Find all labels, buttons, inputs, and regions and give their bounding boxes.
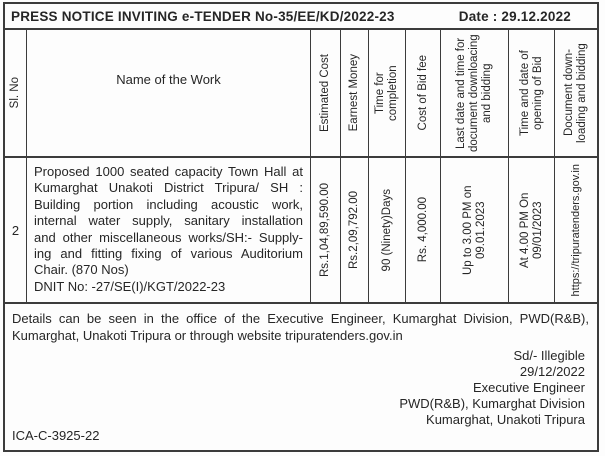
signature-block [12, 348, 589, 428]
ica-code: ICA-C-3925-22 [12, 428, 100, 443]
header-last-date-bidding [441, 30, 509, 156]
cell-earnest-money-value: Rs.2,09,792.00 [348, 190, 360, 269]
work-description-line: Kumarghat Unakoti District Tripura/ SH : [34, 180, 303, 196]
cell-opening-of-bid-value: At 4.00 PM On 09/01/2023 [518, 192, 544, 268]
tender-website-url: https://tripuratenders.gov.in [569, 163, 582, 297]
cell-document-downloading [555, 158, 597, 302]
cell-opening-of-bid [509, 158, 555, 302]
cell-time-for-completion-value: 90 (Ninety)Days [380, 188, 393, 272]
header-name-of-work [27, 30, 311, 156]
cell-name-of-work [27, 158, 311, 302]
notice-title-row [5, 4, 597, 30]
cell-earnest-money [341, 158, 369, 302]
notice-footer [5, 304, 597, 450]
dnit-number: DNIT No: -27/SE(I)/KGT/2022-23 [34, 278, 226, 294]
header-time-for-completion [369, 30, 406, 156]
header-opening-of-bid [509, 30, 555, 156]
header-document-downloading [555, 30, 597, 156]
cell-sl-no-value: 2 [11, 222, 20, 238]
details-line: Details can be seen in the office of the Executive Engineer, Kumarghat Division, PWD(R&B), [12, 311, 589, 326]
cell-sl-no [5, 158, 27, 302]
details-line: Kumarghat, Unakoti Tripura or through website tripuratenders.gov.in [12, 327, 403, 343]
header-name-of-work-label: Name of the Work [116, 71, 221, 87]
details-paragraph [12, 311, 589, 344]
cell-last-date-bidding-value: Up to 3.00 PM on 09.01.2023 [461, 185, 487, 275]
signature-division: PWD(R&B), Kumarghat Division [399, 396, 585, 411]
notice-border-frame [3, 2, 599, 452]
header-document-downloading-label: Document down-loading and bidding [563, 43, 588, 143]
header-opening-of-bid-label: Time and date of opening of Bid [518, 50, 544, 136]
signature-date: 29/12/2022 [519, 364, 585, 379]
header-sl-no [5, 30, 27, 156]
cell-estimated-cost-value: Rs.1,04,89,590.00 [319, 183, 331, 277]
header-estimated-cost-label: Estimated Cost [319, 54, 331, 132]
cell-time-for-completion [369, 158, 406, 302]
signature-designation: Executive Engineer [472, 380, 585, 395]
work-description-line: Chair. (870 Nos) [34, 262, 129, 278]
header-earnest-money [341, 30, 369, 156]
cell-cost-of-bid-fee [406, 158, 441, 302]
work-description-line: Building portion including acoustic work, [34, 196, 303, 212]
work-description-line: internal water supply, sanitary installation [34, 213, 303, 229]
notice-title: PRESS NOTICE INVITING e-TENDER No-35/EE/KD/2022-23 [11, 8, 395, 24]
signature-location: Kumarghat, Unakoti Tripura [426, 412, 585, 427]
work-description-line: ing and fitting fixing of various Auditorium [34, 246, 303, 262]
header-last-date-bidding-label: Last date and time for document downloacing and bidding [455, 34, 493, 152]
cell-last-date-bidding [441, 158, 509, 302]
header-cost-of-bid-fee [406, 30, 441, 156]
header-estimated-cost [311, 30, 341, 156]
signature-sd: Sd/- Illegible [513, 348, 585, 363]
work-description-line: Proposed 1000 seated capacity Town Hall at [34, 164, 303, 179]
work-description-line: and other miscellaneous works/SH:- Supply- [34, 229, 303, 245]
header-sl-no-label: Sl. No [9, 77, 21, 109]
notice-date: Date : 29.12.2022 [458, 8, 571, 24]
table-header-row [5, 30, 597, 158]
table-data-row [5, 158, 597, 304]
cell-estimated-cost [311, 158, 341, 302]
cell-cost-of-bid-fee-value: Rs. 4,000.00 [416, 197, 429, 263]
header-time-for-completion-label: Time for completion [374, 65, 399, 121]
header-earnest-money-label: Earnest Money [348, 54, 360, 132]
header-cost-of-bid-fee-label: Cost of Bid fee [416, 55, 429, 131]
